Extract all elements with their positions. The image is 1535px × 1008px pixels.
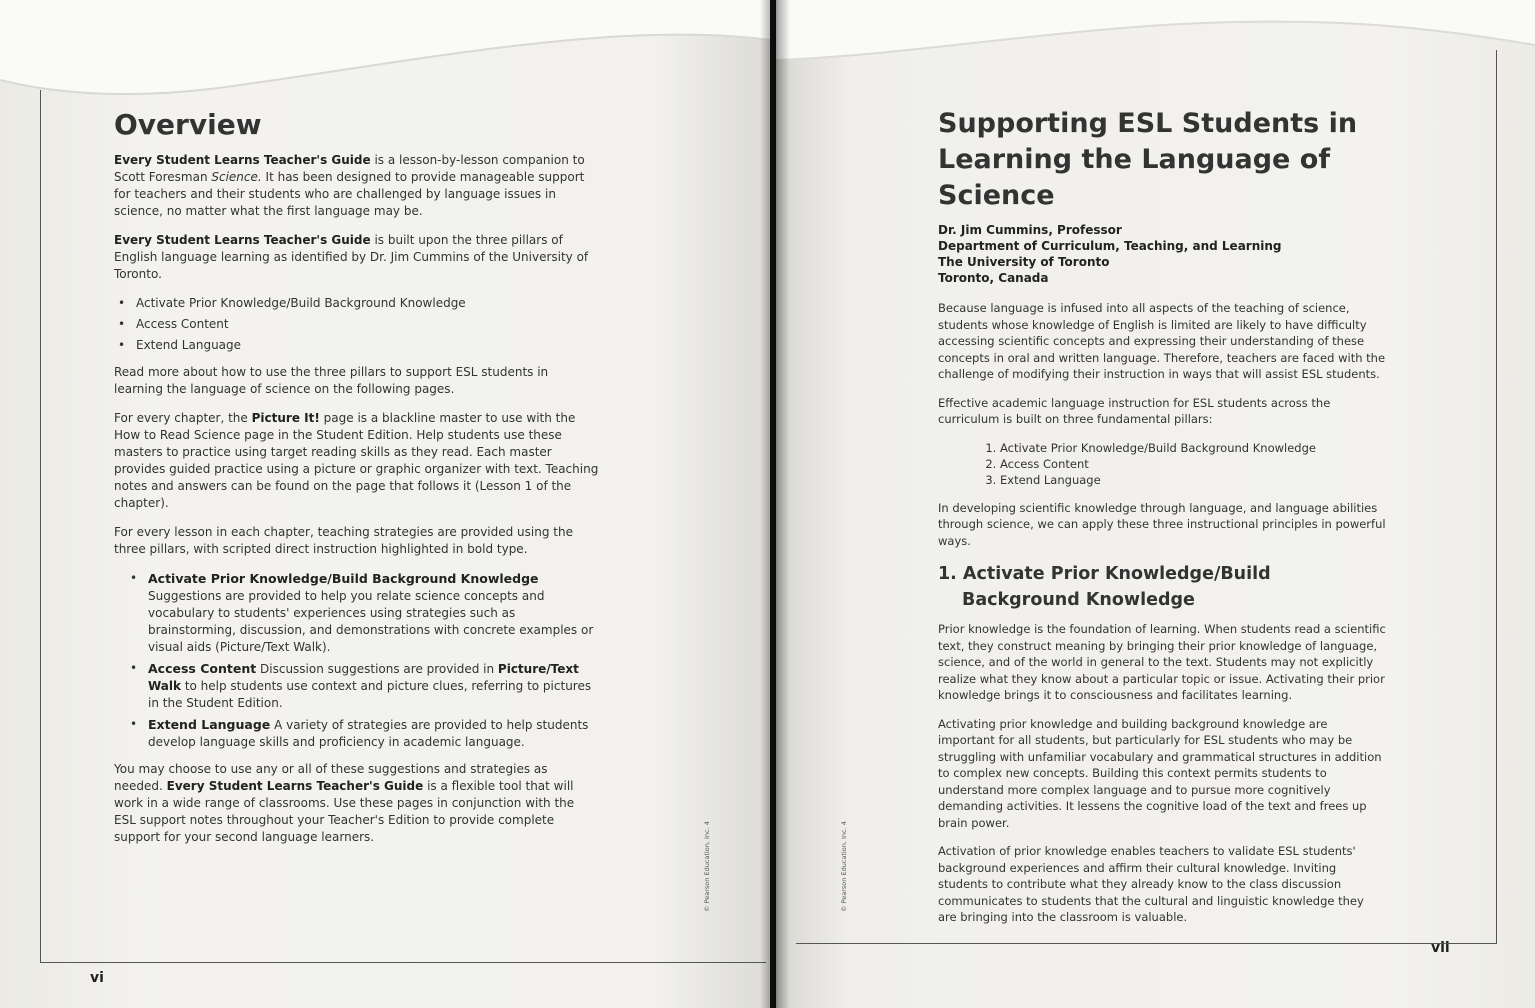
- strategies-list: [114, 570, 599, 751]
- page-number: vii: [1431, 940, 1450, 956]
- strategy-access: • Access Content Discussion suggestions are provided in Picture/Text Walk to help students use context and picture clues, referring to pictures in the Student Edition.: [126, 660, 599, 712]
- list-item: 1. Activate Prior Knowledge/Build Background Knowledge: [1000, 440, 1386, 456]
- right-page-content: [938, 106, 1386, 938]
- paragraph-intro: Because language is infused into all aspects of the teaching of science, students whose knowledge of English is limited are likely to have difficulty accessing scientific concepts and expressing their understanding of these concepts in oral and written language. Therefore, teachers are faced with the challenge of modifying their instruction in ways that will assist ESL students.: [938, 301, 1386, 381]
- author-block: [938, 222, 1386, 286]
- author-location: Toronto, Canada: [938, 271, 1049, 285]
- paragraph-intro: Every Student Learns Teacher's Guide is a lesson-by-lesson companion to Scott Foresman Science. It has been designed to provide manageable support for teachers and their students who are challenged by language issues in science, no matter what the first language may be.: [114, 153, 585, 218]
- page-number: vi: [90, 970, 104, 986]
- paragraph-lesson-strategies: For every lesson in each chapter, teaching strategies are provided using the three pillars, with scripted direct instruction highlighted in bold type.: [114, 525, 573, 556]
- strategy-activate: • Activate Prior Knowledge/Build Background Knowledge Suggestions are provided to help you relate science concepts and vocabulary to students' experiences using strategies such as brainstorming, discussion, and demonstrations with concrete examples or visual aids (Picture/Text Walk).: [126, 570, 599, 656]
- list-item: • Extend Language: [114, 337, 599, 354]
- paragraph-pillars-intro: Effective academic language instruction for ESL students across the curriculum is built on three fundamental pillars:: [938, 395, 1331, 426]
- author-department: Department of Curriculum, Teaching, and Learning: [938, 239, 1282, 253]
- left-page-content: [114, 108, 599, 858]
- book-gutter: [760, 0, 790, 1008]
- list-item: 3. Extend Language: [1000, 472, 1386, 488]
- page-title: Overview: [114, 108, 262, 141]
- list-item: • Activate Prior Knowledge/Build Background Knowledge: [114, 295, 599, 312]
- section-heading: 1. Activate Prior Knowledge/Build Background Knowledge: [938, 564, 1271, 610]
- list-item: • Access Content: [114, 316, 599, 333]
- list-item: 2. Access Content: [1000, 456, 1386, 472]
- page-title: Supporting ESL Students in Learning the Language of Science: [938, 108, 1358, 211]
- author-name: Dr. Jim Cummins, Professor: [938, 223, 1122, 237]
- pillars-list: [938, 440, 1386, 488]
- strategy-extend: • Extend Language A variety of strategies are provided to help students develop language skills and proficiency in academic language.: [126, 716, 599, 751]
- paragraph-prior-knowledge: Prior knowledge is the foundation of learning. When students read a scientific text, they construct meaning by bringing their prior knowledge of language, science, and of the world in general to the text. Students may not explicitly realize what they know about a particular topic or issue. Activating their prior knowledge brings it to consciousness and facilitates learning.: [938, 622, 1386, 702]
- pillars-list: [114, 295, 599, 354]
- paragraph-closing: You may choose to use any or all of these suggestions and strategies as needed. Every Student Learns Teacher's Guide is a flexible tool that will work in a wide range of classrooms. Use these pages in conjunction with the ESL support notes throughout your Teacher's Edition to provide complete support for your second language learners.: [114, 762, 575, 844]
- paragraph-pillars-intro: Every Student Learns Teacher's Guide is built upon the three pillars of English language learning as identified by Dr. Jim Cummins of the University of Toronto.: [114, 233, 589, 281]
- right-page: [776, 0, 1535, 1008]
- paragraph-principles: In developing scientific knowledge through language, and language abilities through science, we can apply these three instructional principles in powerful ways.: [938, 500, 1386, 548]
- copyright-notice: © Pearson Education, Inc. 4: [703, 821, 711, 912]
- paragraph-activation: Activation of prior knowledge enables teachers to validate ESL students' background experiences and affirm their cultural knowledge. Inviting students to contribute what they already know to the class discussion communicates to students that the cultural and linguistic knowledge they are bringing into the classroom is valuable.: [938, 844, 1364, 924]
- copyright-notice: © Pearson Education, Inc. 4: [840, 821, 848, 912]
- author-university: The University of Toronto: [938, 255, 1110, 269]
- paragraph-picture-it: For every chapter, the Picture It! page is a blackline master to use with the How to Read Science page in the Student Edition. Help students use these masters to practice using target reading skills as they read. Each master provides guided practice using a picture or graphic organizer with text. Teaching notes and answers can be found on the page that follows it (Lesson 1 of the chapter).: [114, 411, 599, 510]
- paragraph-building-background: Activating prior knowledge and building background knowledge are important for all students, but particularly for ESL students who may be struggling with unfamiliar vocabulary and grammatical structures in addition to complex new concepts. Building this context permits students to understand more complex language and to pursue more cognitively demanding activities. It lessens the cognitive load of the text and frees up brain power.: [938, 716, 1382, 830]
- paragraph-read-more: Read more about how to use the three pillars to support ESL students in learning the language of science on the following pages.: [114, 365, 549, 396]
